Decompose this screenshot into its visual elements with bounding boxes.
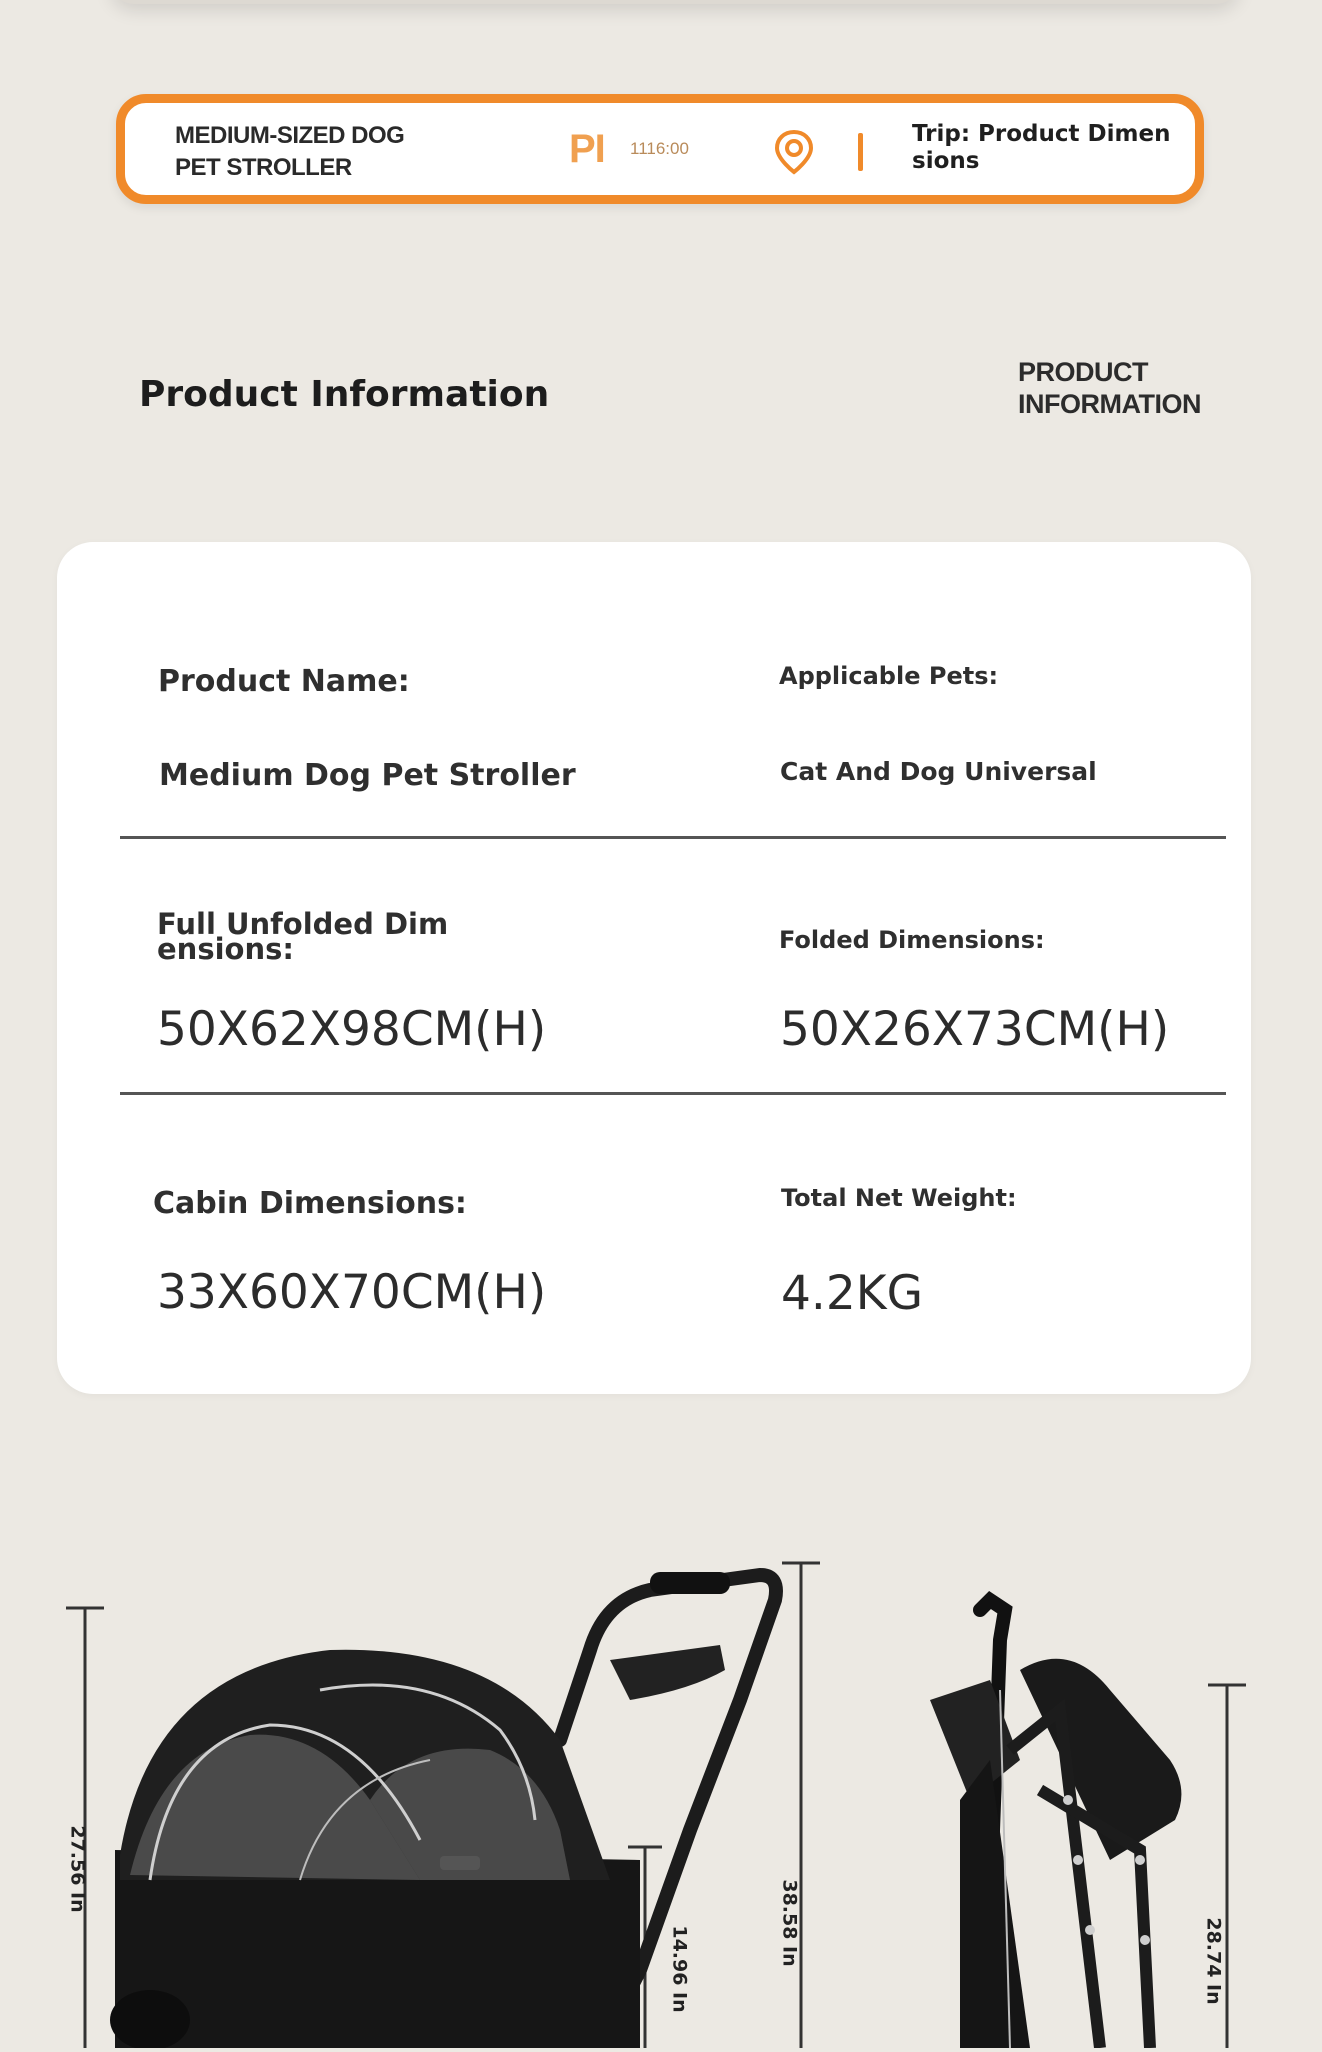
stroller-dimensions-illustration bbox=[0, 1500, 1322, 2048]
spec-card bbox=[57, 542, 1251, 1394]
folded-dimensions-value: 50X26X73CM(H) bbox=[780, 1002, 1170, 1057]
section-side-line2: INFORMATION bbox=[1018, 389, 1201, 419]
banner-title bbox=[175, 120, 495, 184]
folded-height-label: 28.74 In bbox=[1202, 1917, 1225, 2005]
section-side-line1: PRODUCT bbox=[1018, 357, 1148, 387]
applicable-pets-label: Applicable Pets: bbox=[779, 662, 999, 690]
section-title: Product Information bbox=[139, 374, 550, 415]
top-edge-shadow bbox=[110, 0, 1240, 4]
unfolded-label-line1: Full Unfolded Dim bbox=[157, 907, 449, 941]
unfolded-label-line2: ensions: bbox=[157, 932, 294, 966]
section-side-label bbox=[1018, 356, 1238, 420]
unfolded-dimensions-value: 50X62X98CM(H) bbox=[157, 1002, 547, 1057]
cabin-height-label: 27.56 In bbox=[66, 1825, 89, 1913]
product-banner bbox=[116, 94, 1204, 204]
banner-title-line2: PET STROLLER bbox=[175, 154, 352, 181]
brand-logo: PI bbox=[569, 127, 605, 171]
cabin-dimensions-value: 33X60X70CM(H) bbox=[157, 1265, 547, 1320]
product-name-label: Product Name: bbox=[158, 664, 410, 699]
total-height-label: 38.58 In bbox=[778, 1879, 801, 1967]
banner-title-line1: MEDIUM-SIZED DOG bbox=[175, 122, 405, 149]
row-divider-2 bbox=[120, 1092, 1226, 1095]
row-divider-1 bbox=[120, 836, 1226, 839]
stroller-drawing bbox=[0, 1500, 1322, 2048]
total-net-weight-value: 4.2KG bbox=[781, 1266, 923, 1321]
banner-divider bbox=[858, 133, 863, 171]
trip-line2: sions bbox=[912, 148, 980, 174]
brand-timestamp: 1116:00 bbox=[630, 139, 689, 158]
cabin-dimensions-label: Cabin Dimensions: bbox=[153, 1186, 467, 1221]
folded-dimensions-label: Folded Dimensions: bbox=[779, 926, 1045, 954]
trip-line1: Trip: Product Dimen bbox=[912, 121, 1171, 147]
total-net-weight-label: Total Net Weight: bbox=[781, 1184, 1017, 1212]
total-height-measure-line bbox=[782, 1563, 820, 2048]
seat-height-label: 14.96 In bbox=[668, 1925, 691, 2013]
location-pin-icon bbox=[773, 129, 815, 175]
applicable-pets-value: Cat And Dog Universal bbox=[780, 757, 1097, 786]
folded-stroller bbox=[930, 1600, 1181, 2048]
trip-label bbox=[912, 121, 1172, 175]
unfolded-dimensions-label bbox=[157, 907, 449, 966]
product-name-value: Medium Dog Pet Stroller bbox=[159, 758, 576, 793]
